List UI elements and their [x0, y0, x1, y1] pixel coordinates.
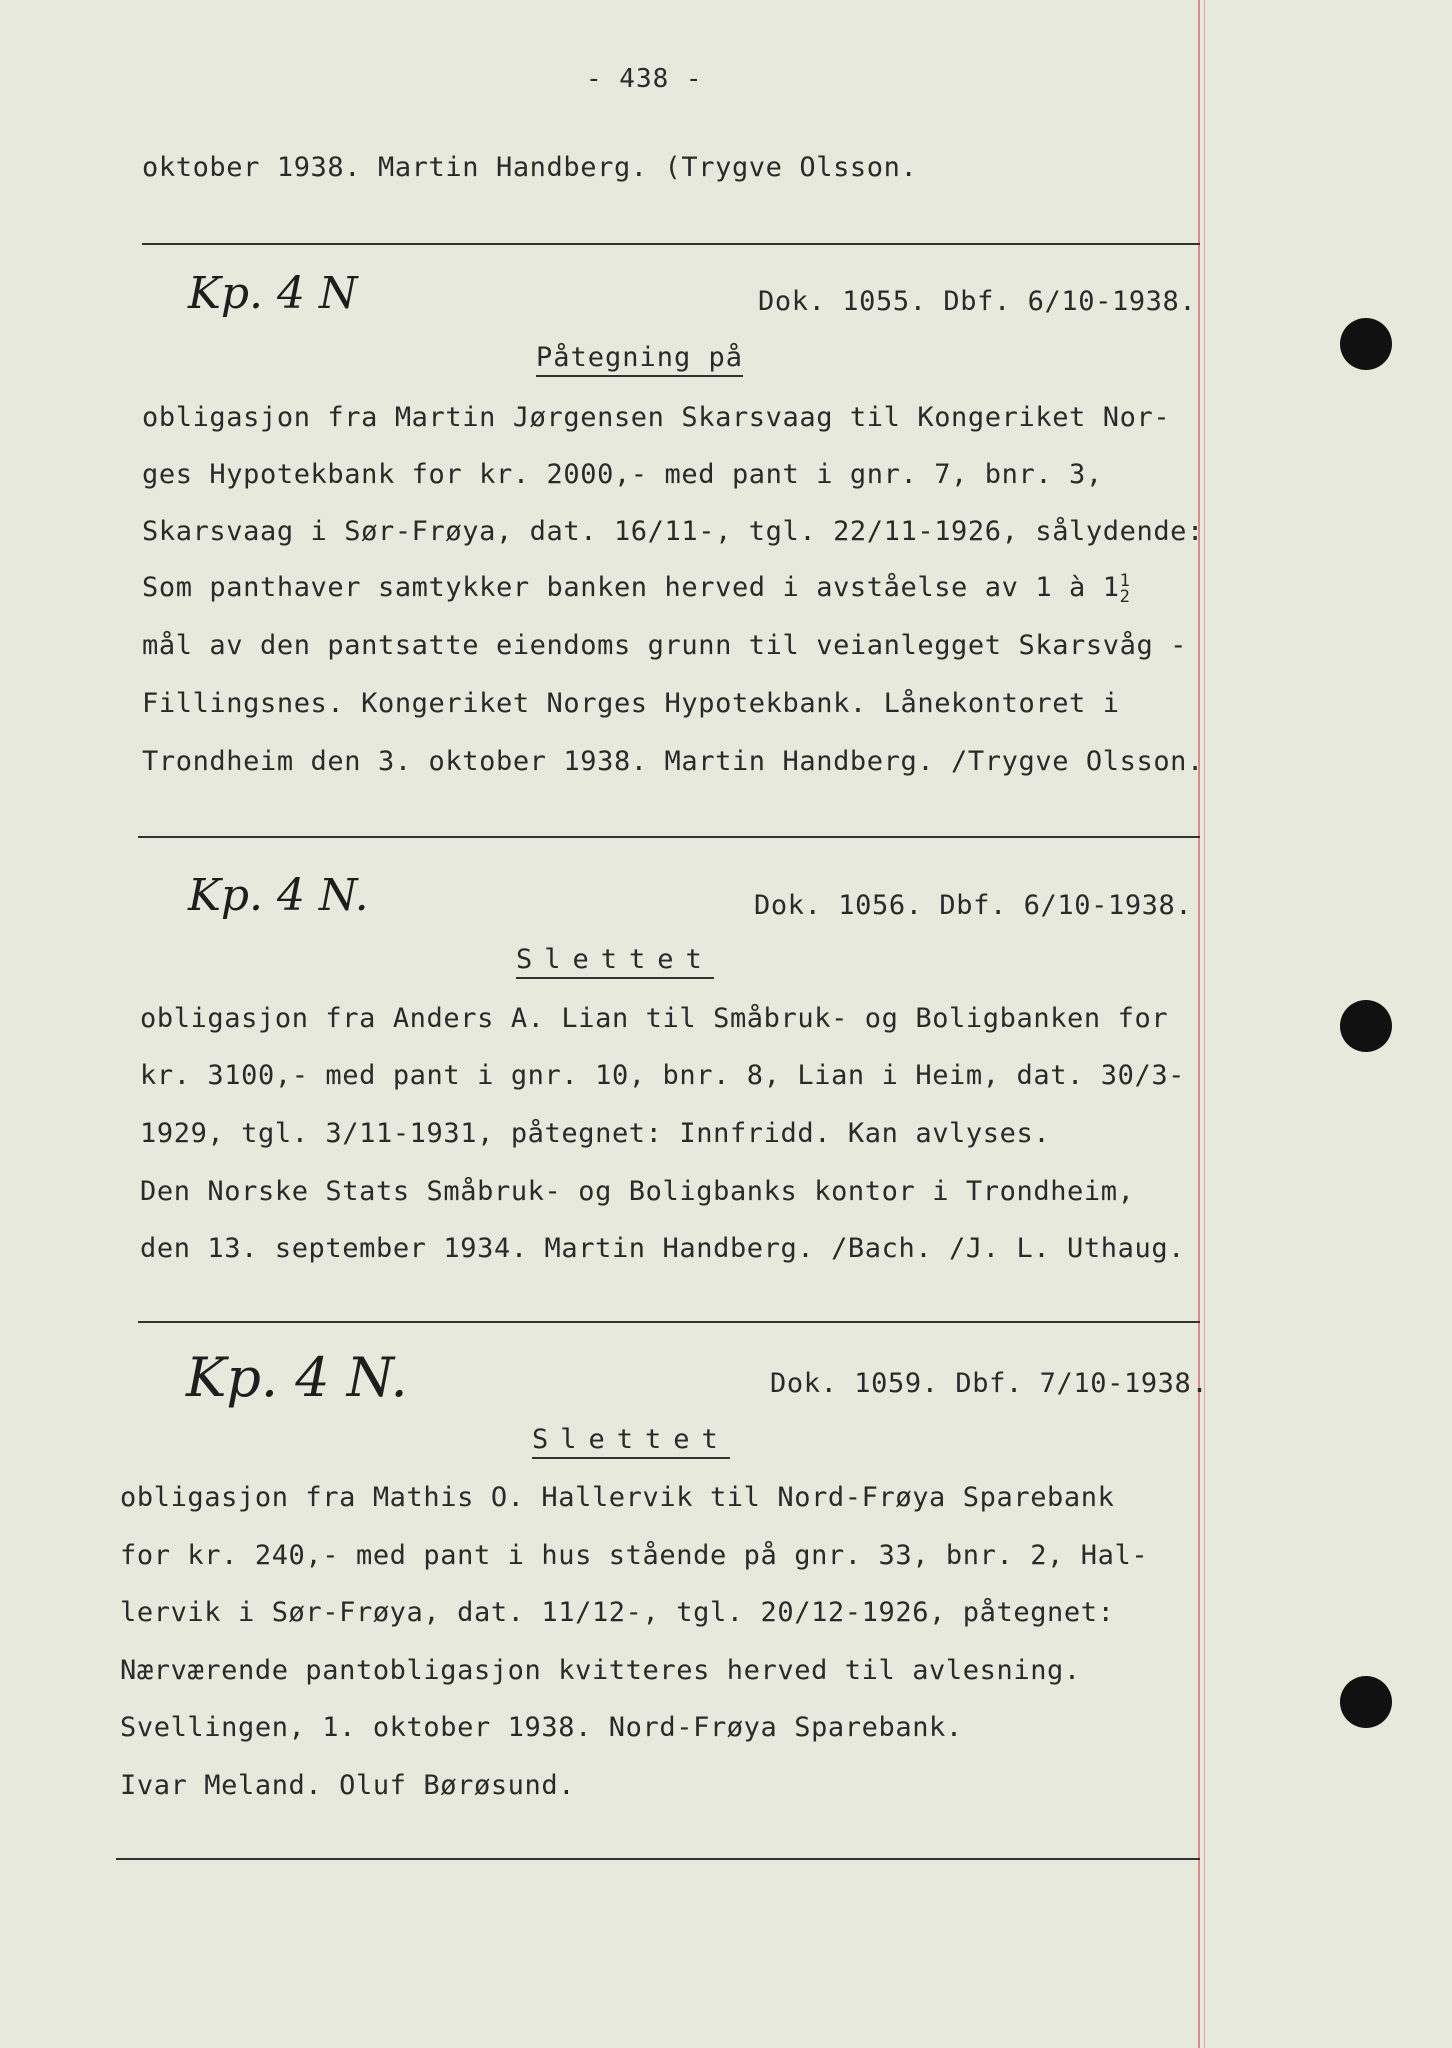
- entry-line: obligasjon fra Martin Jørgensen Skarsvaag til Kongeriket Nor-: [142, 402, 1171, 433]
- entry-line: Den Norske Stats Småbruk- og Boligbanks kontor i Trondheim,: [140, 1176, 1135, 1207]
- entry-line: Nærværende pantobligasjon kvitteres herved til avlesning.: [120, 1655, 1081, 1686]
- entry-initials: Kp. 4 N.: [188, 870, 369, 921]
- fraction: [1119, 570, 1131, 607]
- margin-line: [1198, 0, 1200, 2048]
- entry-initials: Kp. 4 N.: [186, 1346, 408, 1409]
- entry-line: Skarsvaag i Sør-Frøya, dat. 16/11-, tgl. 22/11-1926, sålydende:: [142, 516, 1204, 547]
- entry-divider: [142, 243, 1200, 245]
- entry-line: Ivar Meland. Oluf Børøsund.: [120, 1770, 576, 1801]
- entry-doc-ref: Dok. 1056. Dbf. 6/10-1938.: [754, 890, 1193, 921]
- entry-doc-ref: Dok. 1059. Dbf. 7/10-1938.: [770, 1368, 1209, 1399]
- entry-line: obligasjon fra Mathis O. Hallervik til Nord-Frøya Sparebank: [120, 1482, 1115, 1513]
- punch-hole: [1340, 1676, 1392, 1728]
- entry-initials: Kp. 4 N: [188, 268, 358, 319]
- entry-doc-ref: Dok. 1055. Dbf. 6/10-1938.: [758, 286, 1197, 317]
- entry-line: for kr. 240,- med pant i hus stående på gnr. 33, bnr. 2, Hal-: [120, 1540, 1149, 1571]
- fraction-numerator: 1: [1119, 570, 1131, 591]
- margin-line-second: [1204, 0, 1205, 2048]
- entry-line: den 13. september 1934. Martin Handberg. /Bach. /J. L. Uthaug.: [140, 1233, 1186, 1264]
- entry-heading: Slettet: [516, 944, 714, 979]
- entry-line: Fillingsnes. Kongeriket Norges Hypotekbank. Lånekontoret i: [142, 688, 1120, 719]
- page-number: - 438 -: [586, 64, 703, 94]
- entry-line: lervik i Sør-Frøya, dat. 11/12-, tgl. 20/12-1926, påtegnet:: [120, 1597, 1115, 1628]
- entry-line: Trondheim den 3. oktober 1938. Martin Handberg. /Trygve Olsson.: [142, 746, 1204, 777]
- entry-heading: Slettet: [532, 1424, 730, 1459]
- entry-line: mål av den pantsatte eiendoms grunn til veianlegget Skarsvåg -: [142, 630, 1188, 661]
- fraction-denominator: 2: [1119, 586, 1131, 607]
- entry-heading: Påtegning på: [536, 342, 743, 377]
- entry-line-with-fraction: [142, 572, 1130, 605]
- punch-hole: [1340, 1000, 1392, 1052]
- punch-hole: [1340, 318, 1392, 370]
- entry-line: obligasjon fra Anders A. Lian til Småbruk- og Boligbanken for: [140, 1003, 1169, 1034]
- entry-divider: [138, 836, 1200, 838]
- entry-line: ges Hypotekbank for kr. 2000,- med pant i gnr. 7, bnr. 3,: [142, 459, 1103, 490]
- entry-divider: [116, 1858, 1200, 1860]
- top-line: oktober 1938. Martin Handberg. (Trygve Olsson.: [142, 152, 918, 183]
- entry-line: 1929, tgl. 3/11-1931, påtegnet: Innfridd. Kan avlyses.: [140, 1118, 1051, 1149]
- entry-line: Som panthaver samtykker banken herved i avståelse av 1 à 1: [142, 572, 1120, 603]
- entry-line: kr. 3100,- med pant i gnr. 10, bnr. 8, Lian i Heim, dat. 30/3-: [140, 1060, 1186, 1091]
- entry-line: Svellingen, 1. oktober 1938. Nord-Frøya Sparebank.: [120, 1712, 963, 1743]
- entry-divider: [138, 1321, 1200, 1323]
